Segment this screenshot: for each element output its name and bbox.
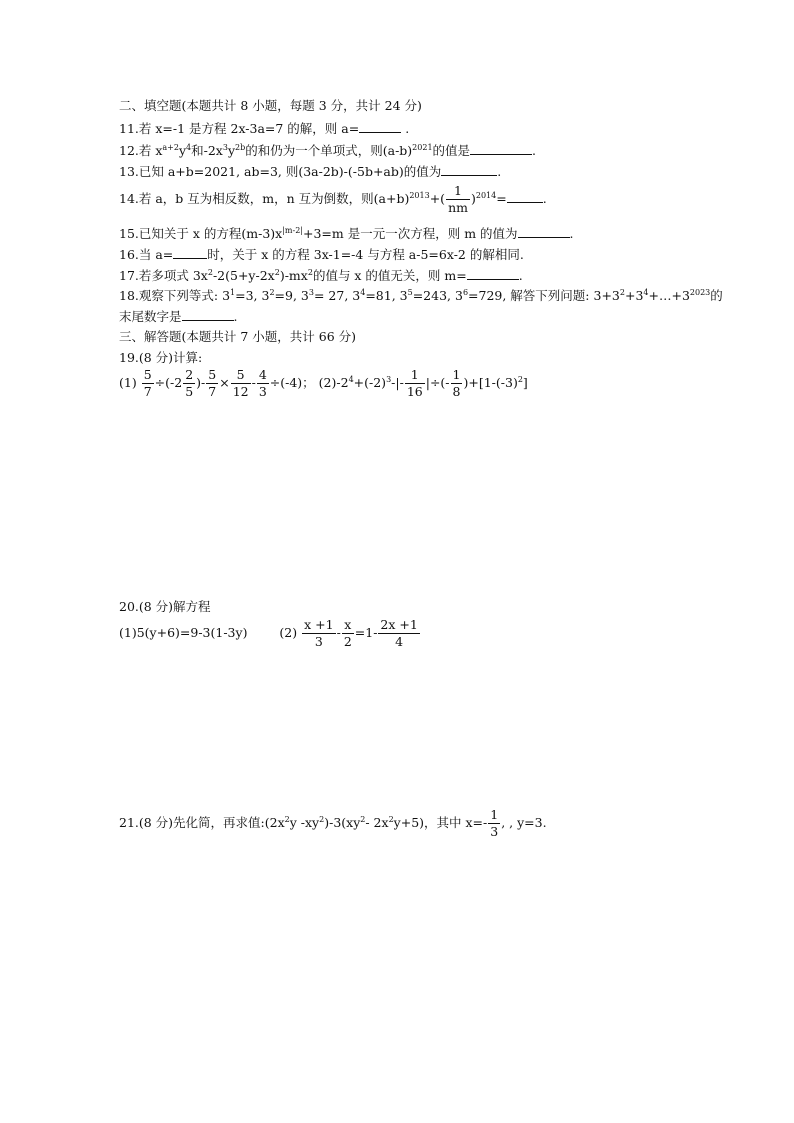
numerator: 5 — [231, 368, 251, 384]
question-20-title: 20.(8 分)解方程 — [119, 599, 211, 614]
q18-text: 18.观察下列等式: 3 — [119, 288, 231, 303]
q14-sup: 2013 — [409, 191, 430, 200]
q17-text: )-mx — [279, 268, 308, 283]
fraction — [206, 368, 218, 399]
operator-text: )- — [196, 375, 206, 390]
answer-blank[interactable] — [359, 120, 401, 133]
numerator: 1 — [452, 367, 461, 382]
fraction — [405, 368, 425, 399]
section-3-title: 三、解答题(本题共计 7 小题，共计 66 分) — [119, 329, 357, 344]
q21-text: y -xy — [289, 815, 320, 830]
q18-text: 的 — [710, 288, 723, 303]
answer-blank[interactable] — [441, 163, 497, 176]
q14-end: . — [542, 191, 547, 206]
denominator: 3 — [314, 634, 323, 649]
part-label: (1) — [119, 375, 137, 390]
question-15 — [119, 225, 574, 242]
q17-sup: 2 — [307, 268, 313, 277]
q16-text: 16.当 a= — [119, 247, 174, 262]
exponent: 4 — [348, 375, 354, 384]
q15-end: . — [569, 226, 574, 241]
question-18 — [119, 288, 723, 304]
question-18-line2 — [119, 308, 238, 325]
q13-text: 13.已知 a+b=2021, ab=3, 则(3a-2b)-(-5b+ab)的值为 — [119, 164, 442, 179]
operator-text: - — [336, 625, 341, 640]
fraction — [183, 368, 195, 399]
q12-sup: 2b — [235, 143, 246, 152]
fraction — [446, 184, 470, 215]
question-11 — [119, 120, 409, 137]
q12-sup: 2021 — [412, 143, 433, 152]
operator-text: ÷(-2 — [154, 375, 183, 390]
answer-blank[interactable] — [173, 246, 207, 259]
q15-sup: |m-2| — [282, 226, 303, 235]
q17-sup: 2 — [274, 268, 280, 277]
denominator: 3 — [490, 824, 499, 839]
q18-text: =243, 3 — [412, 288, 463, 303]
part-label: (2) — [279, 625, 298, 640]
fraction — [257, 368, 269, 399]
q17-text: 的值与 x 的值无关，则 m= — [312, 268, 467, 283]
numerator: x — [342, 618, 354, 634]
denominator: 8 — [452, 384, 461, 399]
q16-text: 时，关于 x 的方程 3x-1=-4 与方程 a-5=6x-2 的解相同. — [207, 247, 524, 262]
q12-text: 12.若 x — [119, 143, 163, 158]
fraction — [488, 808, 500, 839]
q12-text: 的值是 — [432, 143, 471, 158]
operator-text: -|- — [391, 375, 404, 390]
q12-sup: a+2 — [162, 143, 179, 152]
q14-text: +( — [429, 191, 446, 206]
q17-sup: 2 — [207, 268, 213, 277]
q18-sup: 4 — [360, 288, 366, 297]
q18-text: +3 — [624, 288, 644, 303]
q21-text: y+5)，其中 x=- — [393, 815, 488, 830]
numerator: 1 — [446, 184, 470, 200]
operator-text: =1- — [354, 625, 378, 640]
denominator: 7 — [208, 384, 217, 399]
exponent: 2 — [517, 375, 523, 384]
numerator: 1 — [405, 368, 425, 384]
q18-text: =81, 3 — [365, 288, 408, 303]
q14-text: 14.若 a，b 互为相反数，m，n 互为倒数，则(a+b) — [119, 191, 410, 206]
q15-text: +3=m 是一元一次方程，则 m 的值为 — [303, 226, 518, 241]
q11-text: 11.若 x=-1 是方程 2x-3a=7 的解，则 a= — [119, 121, 360, 136]
q17-text: 17.若多项式 3x — [119, 268, 208, 283]
operator-text: )+[1-(-3) — [463, 375, 518, 390]
q12-text: y — [227, 143, 236, 158]
question-14 — [119, 184, 547, 215]
q13-end: . — [497, 164, 502, 179]
q18-text: =729, 解答下列问题: 3+3 — [468, 288, 620, 303]
question-16 — [119, 246, 524, 263]
q21-text: 21.(8 分)先化简，再求值:(2x — [119, 815, 285, 830]
q14-sup: 2014 — [475, 191, 497, 200]
question-12 — [119, 142, 536, 159]
question-20-equations — [119, 618, 421, 649]
denominator: 2 — [343, 634, 352, 649]
q12-text: 的和仍为一个单项式，则(a-b) — [245, 143, 413, 158]
fraction — [231, 368, 251, 399]
answer-blank[interactable] — [182, 308, 234, 321]
q18-sup: 2 — [269, 288, 275, 297]
denominator: 4 — [395, 634, 404, 649]
numerator: 1 — [490, 807, 499, 822]
operator-text: - — [251, 375, 256, 390]
q14-text: = — [496, 191, 507, 206]
q12-text: y — [178, 143, 187, 158]
denominator: 7 — [143, 384, 152, 399]
q12-text: 和-2x — [191, 143, 223, 158]
section-2-title: 二、填空题(本题共计 8 小题，每题 3 分，共计 24 分) — [119, 98, 422, 113]
numerator: 5 — [208, 367, 217, 382]
fraction — [451, 368, 463, 399]
exponent: 3 — [386, 375, 392, 384]
fraction — [142, 368, 154, 399]
q18-text: =3, 3 — [235, 288, 270, 303]
operator-text: ÷(-4)； — [269, 375, 315, 390]
q17-text: -2(5+y-2x — [212, 268, 275, 283]
q14-text: ) — [470, 191, 476, 206]
operator-text: +(-2) — [353, 375, 387, 390]
q18-text: = 27, 3 — [313, 288, 361, 303]
answer-blank[interactable] — [470, 142, 532, 155]
q12-sup: 4 — [186, 143, 192, 152]
answer-blank[interactable] — [507, 190, 543, 203]
denominator: 12 — [232, 384, 249, 399]
q18-sup: 2023 — [689, 288, 711, 297]
q15-text: 15.已知关于 x 的方程(m-3)x — [119, 226, 283, 241]
exponent: 2 — [360, 815, 366, 824]
question-19-expressions — [119, 368, 528, 399]
fraction — [378, 618, 419, 649]
operator-text: × — [219, 375, 230, 390]
q18-sup: 2 — [619, 288, 625, 297]
q18-sup: 1 — [230, 288, 236, 297]
q18-text: +…+3 — [648, 288, 690, 303]
numerator: x +1 — [304, 617, 334, 632]
numerator: 5 — [143, 367, 152, 382]
q18-sup: 4 — [643, 288, 649, 297]
q21-text: )-3(xy — [324, 815, 361, 830]
operator-text: |÷(- — [425, 375, 450, 390]
q12-end: . — [532, 143, 537, 158]
q18-text: 末尾数字是 — [119, 309, 182, 324]
exponent: 2 — [319, 815, 325, 824]
fraction — [302, 618, 335, 649]
question-19-title: 19.(8 分)计算: — [119, 350, 203, 365]
answer-blank[interactable] — [518, 225, 570, 238]
question-13 — [119, 163, 501, 180]
denominator: 5 — [185, 384, 194, 399]
q18-end: . — [233, 309, 238, 324]
q12-sup: 3 — [222, 143, 228, 152]
numerator: 4 — [258, 367, 267, 382]
operator-text: ] — [522, 375, 528, 390]
q18-sup: 3 — [308, 288, 314, 297]
exponent: 2 — [388, 815, 394, 824]
q18-text: =9, 3 — [274, 288, 309, 303]
q18-sup: 5 — [407, 288, 413, 297]
equation-1: (1)5(y+6)=9-3(1-3y) — [119, 625, 248, 640]
question-17 — [119, 267, 523, 284]
q17-end: . — [518, 268, 523, 283]
denominator: nm — [448, 200, 468, 215]
answer-blank[interactable] — [467, 267, 519, 280]
q18-sup: 6 — [462, 288, 469, 297]
q11-end: . — [401, 121, 410, 136]
question-21 — [119, 808, 547, 839]
exponent: 2 — [284, 815, 290, 824]
q21-text: - 2x — [365, 815, 389, 830]
q21-text: , , y=3. — [501, 815, 547, 830]
denominator: 3 — [258, 384, 267, 399]
numerator: 2 — [185, 367, 194, 382]
numerator: 2x +1 — [380, 617, 418, 632]
part-label: (2)-2 — [318, 375, 349, 390]
fraction — [342, 618, 354, 649]
denominator: 16 — [406, 384, 423, 399]
